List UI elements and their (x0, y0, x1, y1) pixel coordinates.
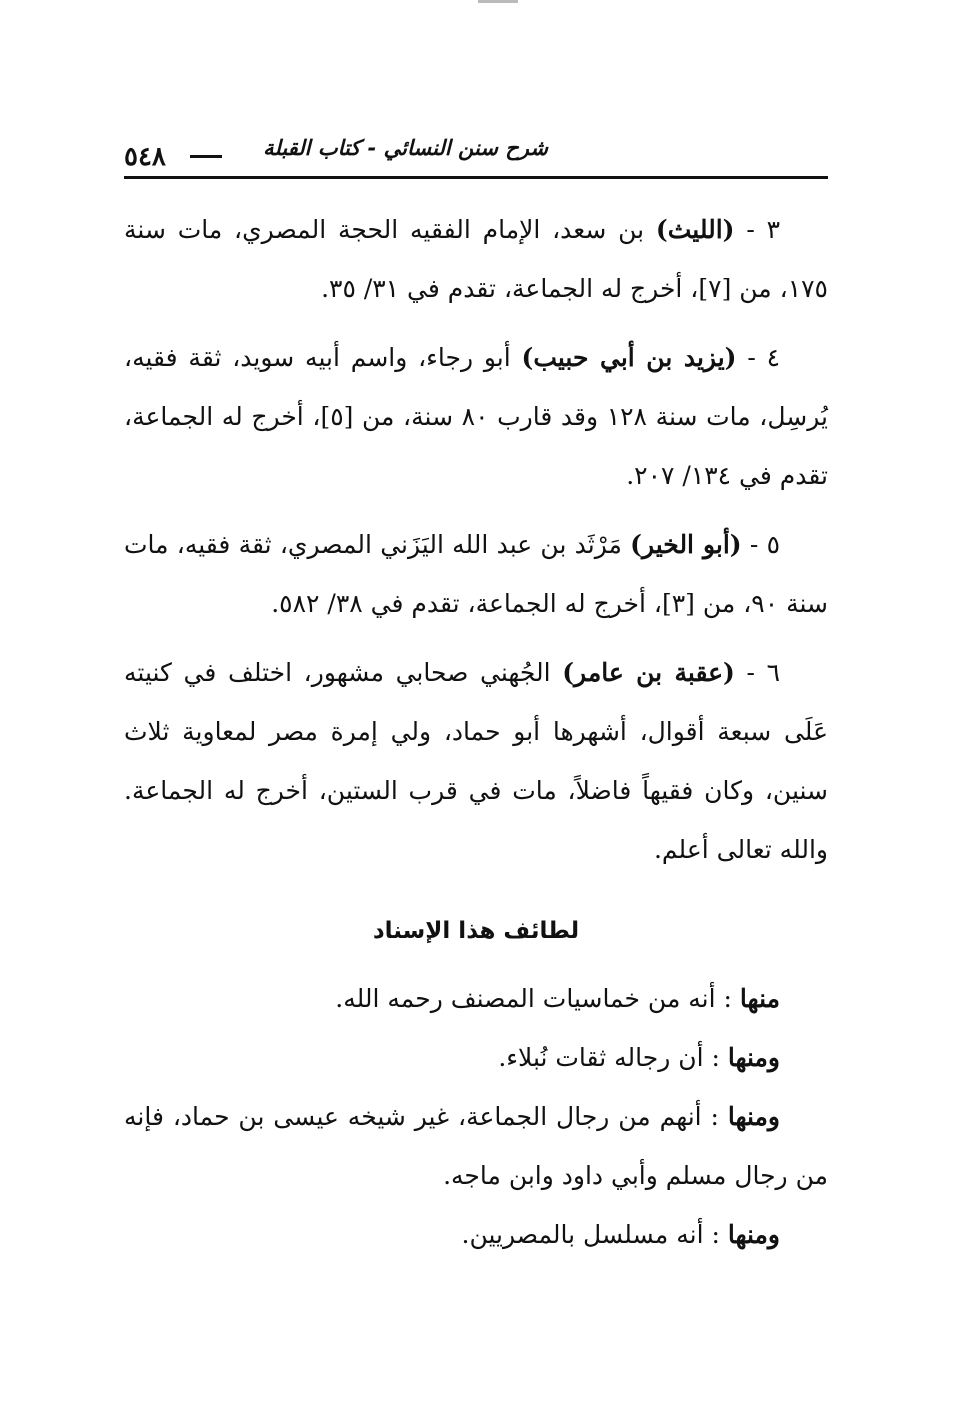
narrator-text: مَرْثَد بن عبد الله اليَزَني المصري، ثقة فقيه، مات سنة ٩٠، من [٣]، أخرج له الجماعة، تقدم في ٣٨/ ٥٨٢. (124, 530, 828, 618)
entry-number: ٥ (766, 530, 780, 559)
page-number-dash (190, 155, 222, 158)
running-title: شرح سنن النسائي - كتاب القبلة (263, 136, 548, 160)
entry-dash: - (746, 215, 755, 244)
narrator-name: (عقبة بن عامر) (562, 658, 735, 687)
narrator-text: أبو رجاء، واسم أبيه سويد، ثقة فقيه، يُرسِل، مات سنة ١٢٨ وقد قارب ٨٠ سنة، من [٥]، أخرج له الجماعة، تقدم في ١٣٤/ ٢٠٧. (124, 343, 828, 490)
narrator-name: (الليث) (655, 215, 735, 244)
subtlety-point-2 (124, 1028, 828, 1087)
point-label: ومنها (727, 1220, 780, 1249)
point-label: ومنها (727, 1043, 780, 1072)
entry-dash: - (746, 658, 755, 687)
section-heading: لطائف هذا الإسناد (372, 918, 580, 944)
narrator-text: الجُهني صحابي مشهور، اختلف في كنيته عَلَى سبعة أقوال، أشهرها أبو حماد، ولي إمرة مصر لمعاوية ثلاث سنين، وكان فقيهاً فاضلاً، مات في قرب الستين، أخرج له الجماعة. والله تعالى أعلم. (124, 658, 828, 864)
header-rule (124, 176, 828, 179)
entry-number: ٣ (766, 215, 781, 244)
page-body (124, 200, 828, 1264)
scan-mark (478, 0, 518, 3)
entry-dash: - (749, 530, 759, 559)
narrator-name: (أبو الخير) (630, 530, 742, 559)
narrator-entry-5 (124, 515, 828, 633)
point-text: : أنه مسلسل بالمصريين. (461, 1220, 720, 1249)
entry-number: ٦ (766, 658, 780, 687)
subtlety-point-1 (124, 969, 828, 1028)
entry-number: ٤ (766, 343, 781, 372)
narrator-name: (يزيد بن أبي حبيب) (521, 343, 737, 372)
entry-dash: - (747, 343, 756, 372)
point-text: : أنه من خماسيات المصنف رحمه الله. (335, 984, 732, 1013)
point-label: ومنها (727, 1102, 780, 1131)
page-number: ٥٤٨ (124, 142, 166, 172)
subtlety-point-4 (124, 1205, 828, 1264)
subtlety-point-3 (124, 1087, 828, 1205)
page-header (124, 128, 828, 182)
point-label: منها (739, 984, 780, 1013)
narrator-entry-6 (124, 643, 828, 879)
narrator-entry-4 (124, 328, 828, 505)
narrator-entry-3 (124, 200, 828, 318)
point-text: : أنهم من رجال الجماعة، غير شيخه عيسى بن حماد، فإنه من رجال مسلم وأبي داود وابن ماجه. (124, 1102, 828, 1190)
narrator-text: بن سعد، الإمام الفقيه الحجة المصري، مات سنة ١٧٥، من [٧]، أخرج له الجماعة، تقدم في ٣١/ ٣٥. (124, 215, 828, 303)
point-text: : أن رجاله ثقات نُبلاء. (498, 1043, 720, 1072)
